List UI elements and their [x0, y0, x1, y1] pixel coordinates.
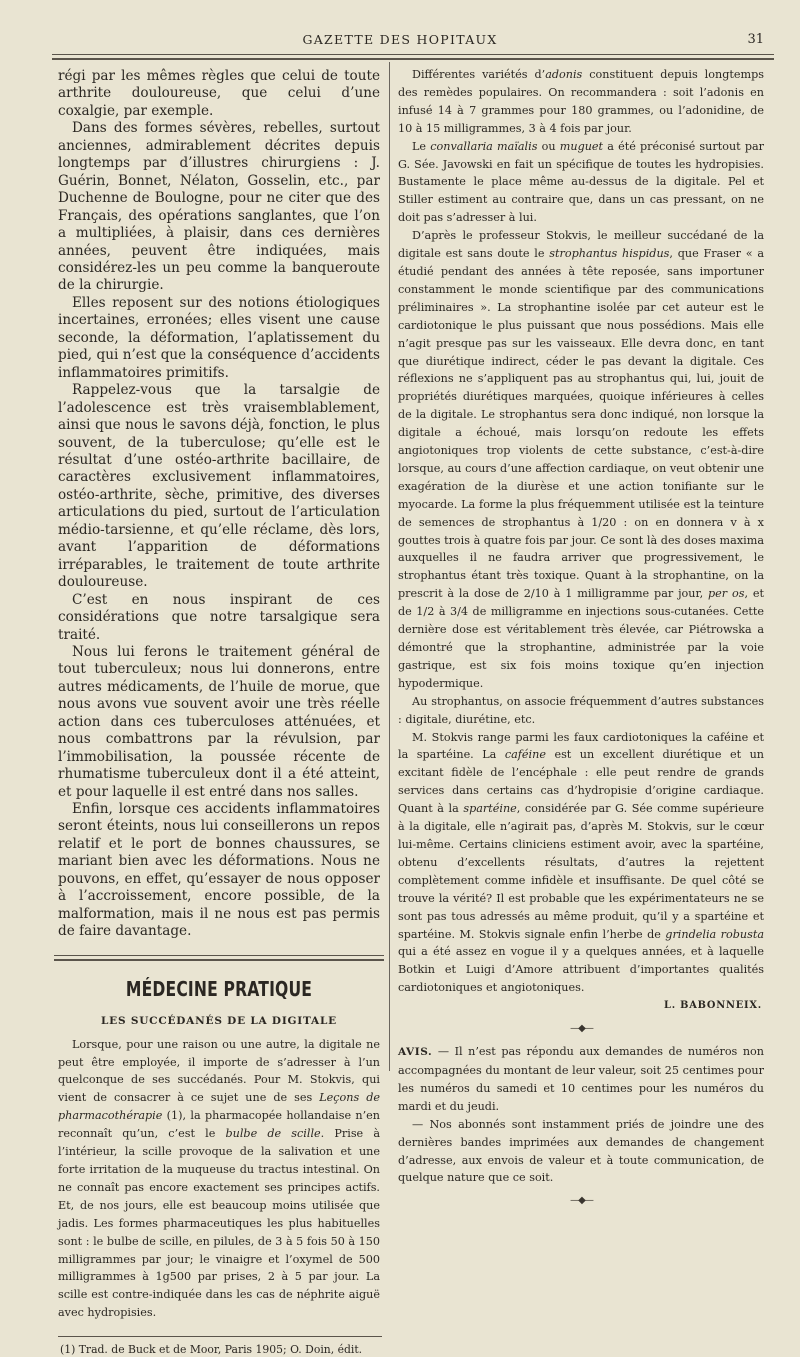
left-column [58, 68, 380, 1357]
section-separator [54, 955, 384, 961]
paragraph: régi par les mêmes règles que celui de toute arthrite douloureuse, que celui d’une coxalgie, par exemple. [58, 68, 380, 119]
author-signature: L. BABONNEIX. [664, 1000, 762, 1012]
column-divider [389, 62, 390, 1071]
header-rule [52, 54, 774, 55]
footnote: (1) Trad. de Buck et de Moor, Paris 1905; O. Doin, édit. [60, 1343, 363, 1357]
ornament-divider: —◆— [570, 1023, 592, 1035]
notice-paragraph: AVIS. — Il n’est pas répondu aux demandes de numéros non accompagnées du montant de leur valeur, soit 25 centimes pour les numéros du samedi et 10 centimes pour les numéros du mardi et du jeudi. [398, 1045, 764, 1113]
paragraph: D’après le professeur Stokvis, le meilleur succédané de la digitale est sans doute le strophantus hispidus, que Fraser « a étudié pendant des années à tête reposée, sans importuner constamment le monde scientifique par des communications préliminaires ». La strophantine isolée par cet auteur est le cardiotonique le plus puissant que nous possédions. Mais elle n’agit presque pas sur les vaisseaux. Elle devra donc, en tant que diurétique indirect, céder le pas devant la digitale. Ces réflexions ne s’appliquent pas au strophantus qui, lui, jouit de propriétés diurétiques marquées, quoique inférieures à celles de la digitale. Le strophantus sera donc indiqué, non lorsque la digitale a échoué, mais lorsqu’on redoute les effets angiotoniques trop violents de cette substance, c’est-à-dire lorsque, au cours d’une affection cardiaque, on veut obtenir une exagération de la diurèse et une action tonifiante sur le myocarde. La forme la plus fréquemment utilisée est la teinture de semences de strophantus à 1/20 : on en donnera v à x gouttes trois à quatre fois par jour. Ce sont là des doses maxima auxquelles il ne faudra arriver que progressivement, le strophantus étant très toxique. Quant à la strophantine, on la prescrit à la dose de 2/10 à 1 milligramme par jour, per os, et de 1/2 à 3/4 de milligramme en injections sous-cutanées. Cette dernière dose est véritablement très élevée, car Piétrowska a démontré que la strophantine, administrée par la voie gastrique, est six fois moins toxique qu’en injection hypodermique. [398, 229, 764, 690]
paragraph: Au strophantus, on associe fréquemment d’autres substances : digitale, diurétine, etc. [398, 694, 764, 726]
italic-term: bulbe de scille [225, 1127, 321, 1141]
article-continuation [58, 68, 380, 941]
notice-label: AVIS. [398, 1046, 433, 1059]
paragraph: Rappelez-vous que la tarsalgie de l’adolescence est très vraisemblablement, ainsi que nous le savons déjà, fonction, le plus souvent, de la tuberculose; qu’elle est le résultat d’une ostéo-arthrite bacillaire, de caractères exclusivement inflammatoires, ostéo-arthrite, sèche, primitive, des diverses articulations du pied, surtout de l’articulation médio-tarsienne, et qu’elle réclame, dès lors, avant l’apparition de déformations irréparables, le traitement de toute arthrite douloureuse. [58, 382, 380, 591]
paragraph: Lorsque, pour une raison ou une autre, la digitale ne peut être employée, il importe de s’adresser à l’un quelconque de ses succédanés. Pour M. Stokvis, qui vient de consacrer à ce sujet une de ses Leçons de pharmacothérapie (1), la pharmacopée hollandaise n’en reconnaît qu’un, c’est le bulbe de scille. Prise à l’intérieur, la scille provoque de la salivation et une forte irritation de la muqueuse du tractus intestinal. On ne connaît pas encore exactement ses principes actifs. Et, de nos jours, elle est beaucoup moins utilisée que jadis. Les formes pharmaceutiques les plus habituelles sont : le bulbe de scille, en pilules, de 3 à 5 fois 50 à 150 milligrammes par jour; le vinaigre et l’oxymel de 500 milligrammes à 1g500 par prises, 2 à 5 par jour. La scille est contre-indiquée dans les cas de néphrite aiguë avec hydropisies. [58, 1037, 380, 1320]
page-number: 31 [747, 32, 764, 47]
page-header [0, 30, 800, 50]
right-column [398, 66, 764, 1215]
section-subtitle: LES SUCCÉDANÉS DE LA DIGITALE [101, 1014, 337, 1027]
footnote-rule [58, 1336, 382, 1337]
paragraph: Nous lui ferons le traitement général de tout tuberculeux; nous lui donnerons, entre autres médicaments, de l’huile de morue, que nous avons vue souvent avoir une très réelle action dans ces tuberculoses atténuées, et nous combattrons par la révulsion, par l’immobilisation, la poussée récente de rhumatisme tuberculeux dont il a été atteint, et pour laquelle il est entré dans nos salles. [58, 643, 380, 800]
paragraph: C’est en nous inspirant de ces considérations que notre tarsalgique sera traité. [58, 591, 380, 643]
header-rule-thick [52, 58, 774, 60]
ornament-divider: —◆— [570, 1195, 592, 1207]
book-title: Leçons de pharmacothérapie [58, 1091, 380, 1123]
paragraph: Le convallaria maïalis ou muguet a été préconisé surtout par G. Sée. Javowski en fait un spécifique de toutes les hydropisies. Bustamente le place même au-dessus de la digitale. Pel et Stiller estiment au contraire que, dans un cas pressant, on ne doit pas s’adresser à lui. [398, 139, 765, 225]
section-title: MÉDECINE PRATIQUE [125, 976, 313, 1001]
notice-paragraph: — Nos abonnés sont instamment priés de joindre une des dernières bandes imprimées aux demandes de changement d’adresse, aux envois de valeur et à toute communication, de quelque nature que ce soit. [398, 1117, 764, 1185]
paragraph: Différentes variétés d’adonis constituent depuis longtemps des remèdes populaires. On recommandera : soit l’adonis en infusé 14 à 7 grammes pour 180 grammes, ou l’adonidine, de 10 à 15 milligrammes, 3 à 4 fois par jour. [398, 68, 764, 135]
section-body [58, 1036, 380, 1323]
paragraph: Enfin, lorsque ces accidents inflammatoires seront éteints, nous lui conseillerons un repos relatif et le port de bonnes chaussures, se mariant bien avec les déformations. Nous ne pouvons, en effet, qu’essayer de nous opposer à l’accroissement, encore possible, de la malformation, mais il ne nous est pas permis de faire davantage. [58, 801, 380, 940]
paragraph: Elles reposent sur des notions étiologiques incertaines, erronées; elles visent une cause seconde, la déformation, l’aplatissement du pied, qui n’est que la conséquence d’accidents inflammatoires primitifs. [58, 294, 380, 381]
paragraph: M. Stokvis range parmi les faux cardiotoniques la caféine et la spartéine. La caféine est un excellent diurétique et un excitant fidèle de l’encéphale : elle peut rendre de grands services dans certains cas d’hydropisie d’origine cardiaque. Quant à la spartéine, considérée par G. Sée comme supérieure à la digitale, elle n’agirait pas, d’après M. Stokvis, sur le cœur lui-même. Certains cliniciens estiment avoir, avec la spartéine, obtenu d’excellents résultats, d’autres la rejettent complètement comme infidèle et insuffisante. De quel côté se trouve la vérité? Il est probable que les expérimentateurs ne se sont pas tous adressés au même produit, qu’il y a spartéine et spartéine. M. Stokvis signale enfin l’herbe de grindelia robusta qui a été assez en vogue il y a quelques années, et à laquelle Botkin et Luigi d’Amore attribuent d’importantes qualités cardiotoniques et angiotoniques. [398, 730, 765, 995]
paragraph: Dans des formes sévères, rebelles, surtout anciennes, admirablement décrites depuis longtemps par d’illustres chirurgiens : J. Guérin, Bonnet, Nélaton, Gosselin, etc., par Duchenne de Boulogne, pour ne citer que des Français, des opérations sanglantes, que l’on a multipliées, à plaisir, dans ces dernières années, peuvent être indiquées, mais considérez-les un peu comme la banqueroute de la chirurgie. [58, 120, 380, 294]
publication-title: GAZETTE DES HOPITAUX [302, 32, 498, 47]
